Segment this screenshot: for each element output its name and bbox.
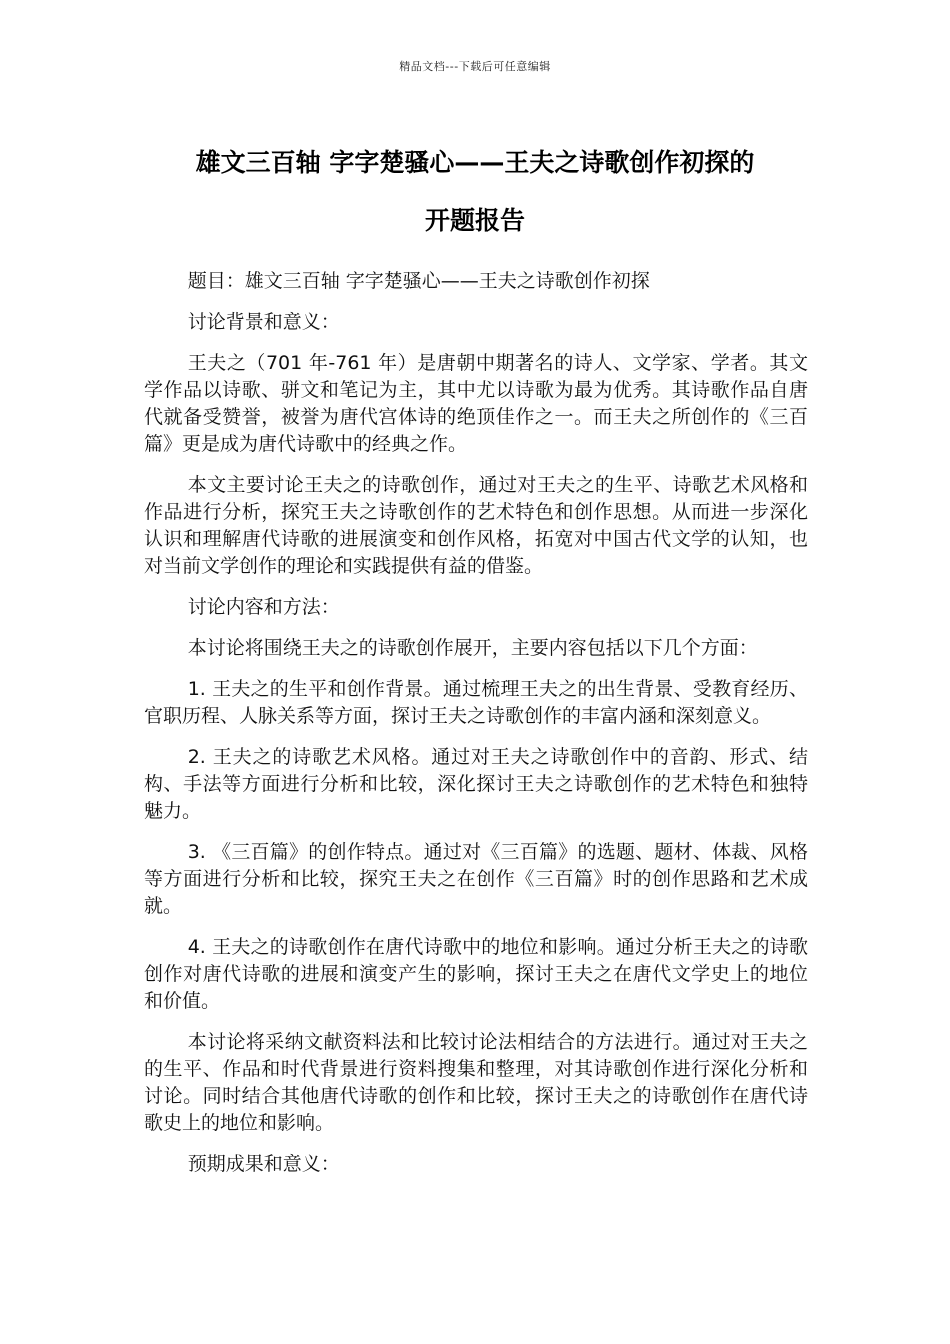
- list-item-4: 4. 王夫之的诗歌创作在唐代诗歌中的地位和影响。通过分析王夫之的诗歌创作对唐代诗歌的进展和演变产生的影响，探讨王夫之在唐代文学史上的地位和价值。: [144, 936, 808, 1012]
- topic-line: 题目：雄文三百轴 字字楚骚心——王夫之诗歌创作初探: [187, 270, 650, 292]
- section-heading-expected-results: 预期成果和意义：: [187, 1153, 340, 1175]
- header-note: 精品文档---下载后可任意编辑: [399, 60, 551, 73]
- list-item-1: 1. 王夫之的生平和创作背景。通过梳理王夫之的出生背景、受教育经历、官职历程、人脉关系等方面，探讨王夫之诗歌创作的丰富内涵和深刻意义。: [144, 678, 808, 727]
- document-body: [144, 268, 808, 1192]
- section-heading-background: 讨论背景和意义：: [187, 311, 340, 333]
- paragraph-background-1: 王夫之（701 年-761 年）是唐朝中期著名的诗人、文学家、学者。其文学作品以诗歌、骈文和笔记为主，其中尤以诗歌为最为优秀。其诗歌作品自唐代就备受赞誉，被誉为唐代宫体诗的绝顶佳作之一。而王夫之所创作的《三百篇》更是成为唐代诗歌中的经典之作。: [144, 352, 808, 455]
- title-line-2: 开题报告: [424, 206, 525, 235]
- list-item-3: 3. 《三百篇》的创作特点。通过对《三百篇》的选题、题材、体裁、风格等方面进行分析和比较，探究王夫之在创作《三百篇》时的创作思路和艺术成就。: [144, 841, 808, 917]
- section-heading-content-method: 讨论内容和方法：: [187, 596, 340, 618]
- paragraph-background-2: 本文主要讨论王夫之的诗歌创作，通过对王夫之的生平、诗歌艺术风格和作品进行分析，探究王夫之诗歌创作的艺术特色和创作思想。从而进一步深化认识和理解唐代诗歌的进展演变和创作风格，拓宽对中国古代文学的认知，也对当前文学创作的理论和实践提供有益的借鉴。: [144, 474, 808, 577]
- paragraph-method: 本讨论将采纳文献资料法和比较讨论法相结合的方法进行。通过对王夫之的生平、作品和时代背景进行资料搜集和整理，对其诗歌创作进行深化分析和讨论。同时结合其他唐代诗歌的创作和比较，探讨王夫之的诗歌创作在唐代诗歌史上的地位和影响。: [144, 1031, 808, 1134]
- title-line-1: 雄文三百轴 字字楚骚心——王夫之诗歌创作初探的: [195, 148, 755, 177]
- list-item-2: 2. 王夫之的诗歌艺术风格。通过对王夫之诗歌创作中的音韵、形式、结构、手法等方面进行分析和比较，深化探讨王夫之诗歌创作的艺术特色和独特魅力。: [144, 746, 808, 822]
- paragraph-content-intro: 本讨论将围绕王夫之的诗歌创作展开，主要内容包括以下几个方面：: [187, 637, 758, 659]
- document-title: [120, 134, 830, 250]
